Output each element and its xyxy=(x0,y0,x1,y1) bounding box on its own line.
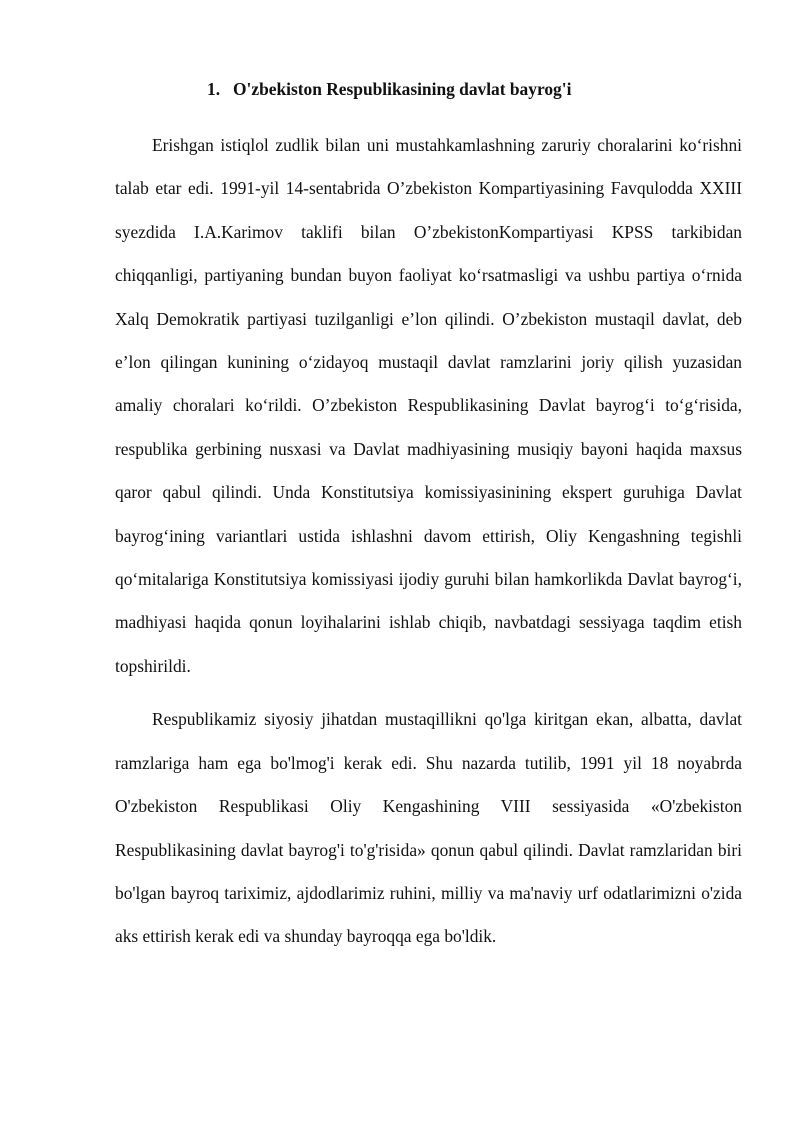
section-number: 1. xyxy=(207,79,221,99)
document-page xyxy=(115,76,742,959)
paragraph-1: Erishgan istiqlol zudlik bilan uni mustahkamlashning zaruriy choralarini ko‘rishni talab etar edi. 1991-yil 14-sentabrida O’zbekiston Kompartiyasining Favqulodda XXIII syezdida I.A.Karimov taklifi bilan O’zbekistonKompartiyasi KPSS tarkibidan chiqqanligi, partiyaning bundan buyon faoliyat ko‘rsatmasligi va ushbu partiya o‘rnida Xalq Demokratik partiyasi tuzilganligi e’lon qilindi. O’zbekiston mustaqil davlat, deb e’lon qilingan kunining o‘zidayoq mustaqil davlat ramzlarini joriy qilish yuzasidan amaliy choralari ko‘rildi. O’zbekiston Respublikasining Davlat bayrog‘i to‘g‘risida, respublika gerbining nusxasi va Davlat madhiyasining musiqiy bayoni haqida maxsus qaror qabul qilindi. Unda Konstitutsiya komissiyasinining ekspert guruhiga Davlat bayrog‘ining variantlari ustida ishlashni davom ettirish, Oliy Kengashning tegishli qo‘mitalariga Konstitutsiya komissiyasi ijodiy guruhi bilan hamkorlikda Davlat bayrog‘i, madhiyasi haqida qonun loyihalarini ishlab chiqib, navbatdagi sessiyaga taqdim etish topshirildi. xyxy=(115,135,742,676)
paragraph-2: Respublikamiz siyosiy jihatdan mustaqillikni qo'lga kiritgan ekan, albatta, davlat ramzlariga ham ega bo'lmog'i kerak edi. Shu nazarda tutilib, 1991 yil 18 noyabrda O'zbekiston Respublikasi Oliy Kengashining VIII sessiyasida «O'zbekiston Respublikasining davlat bayrog'i to'g'risida» qonun qabul qilindi. Davlat ramzlaridan biri bo'lgan bayroq tariximiz, ajdodlarimiz ruhini, milliy va ma'naviy urf odatlarimizni o'zida aks ettirish kerak edi va shunday bayroqqa ega bo'ldik. xyxy=(115,709,742,947)
section-title: O'zbekiston Respublikasining davlat bayrog'i xyxy=(233,79,572,99)
section-heading xyxy=(115,76,742,102)
